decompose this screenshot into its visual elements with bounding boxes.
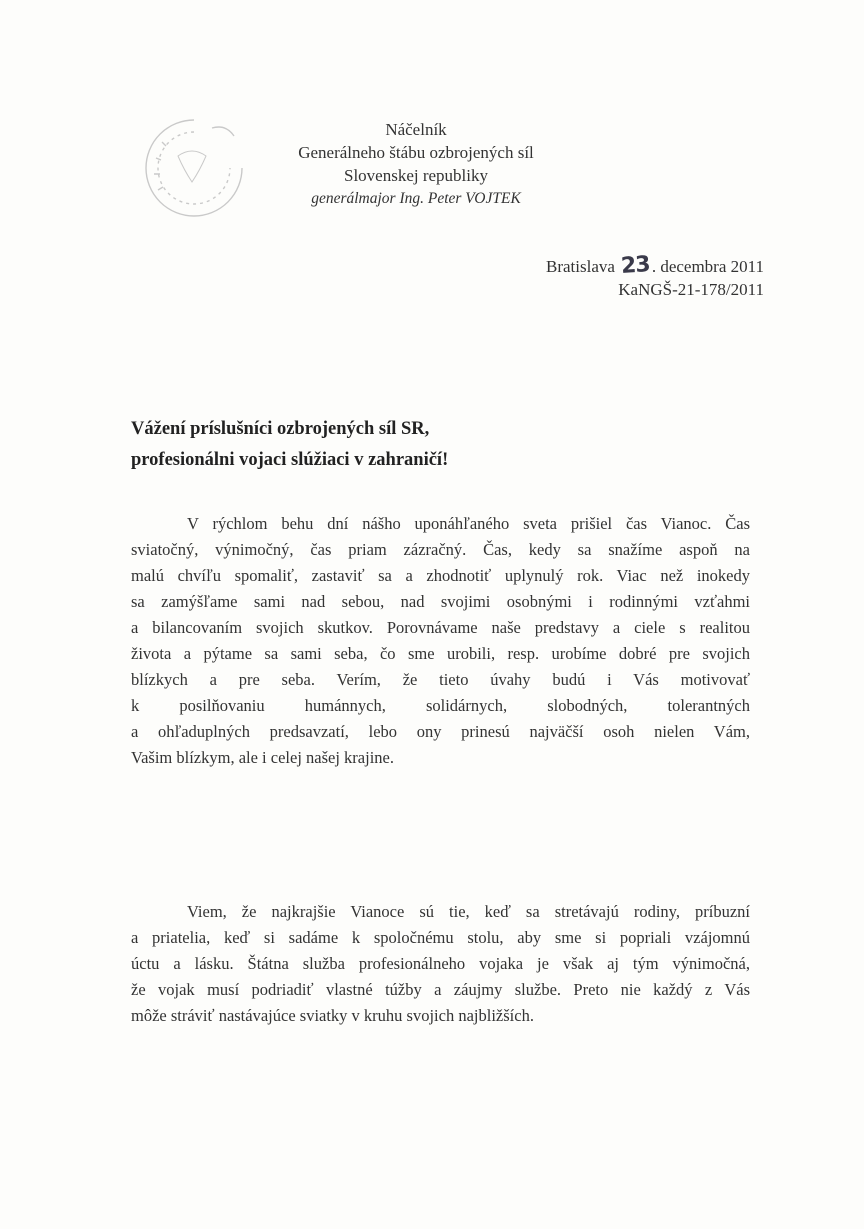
letterhead (250, 118, 582, 210)
paragraph-line: môže stráviť nastávajúce sviatky v kruhu svojich najbližších. (131, 1006, 534, 1025)
paragraph-line: sa zamýšľame sami nad sebou, nad svojimi osobnými i rodinnými vzťahmi (131, 592, 750, 611)
paragraph-line: k posilňovaniu humánnych, solidárnych, slobodných, tolerantných (131, 696, 750, 715)
date-line (546, 254, 764, 278)
paragraph-line: V rýchlom behu dní nášho uponáhľaného sveta prišiel čas Vianoc. Čas (187, 514, 750, 533)
letterhead-signatory: generálmajor Ing. Peter VOJTEK (311, 190, 521, 207)
paragraph-line: sviatočný, výnimočný, čas priam zázračný. Čas, kedy sa snažíme aspoň na (131, 540, 750, 559)
paragraph-2 (131, 899, 750, 1029)
date-reference-block (546, 254, 764, 301)
letterhead-title: Náčelník (385, 120, 447, 139)
official-seal-stamp (134, 112, 252, 222)
paragraph-line: a ohľaduplných predsavzatí, lebo ony prinesú najväčší osoh nielen Vám, (131, 722, 750, 741)
paragraph-line: úctu a lásku. Štátna služba profesionálneho vojaka je však aj tým výnimočná, (131, 954, 750, 973)
paragraph-1 (131, 511, 750, 771)
letterhead-line-3: Slovenskej republiky (343, 166, 488, 185)
paragraph-line: a priatelia, keď si sadáme k spoločnému stolu, aby sme si popriali vzájomnú (131, 928, 750, 947)
paragraph-line: malú chvíľu spomaliť, zastaviť sa a zhodnotiť uplynulý rok. Viac než inokedy (131, 566, 750, 585)
date-city: Bratislava (546, 257, 615, 276)
salutation-line-2: profesionálni vojaci slúžiaci v zahraničí! (131, 450, 449, 470)
date-month-year: . decembra 2011 (651, 257, 764, 276)
paragraph-line: Viem, že najkrajšie Vianoce sú tie, keď sa stretávajú rodiny, príbuzní (187, 902, 750, 921)
paragraph-line: blízkych a pre seba. Verím, že tieto úvahy budú i Vás motivovať (131, 670, 750, 689)
salutation (131, 414, 448, 476)
salutation-line-1: Vážení príslušníci ozbrojených síl SR, (131, 419, 430, 439)
paragraph-line: života a pýtame sa sami seba, čo sme urobili, resp. urobíme dobré pre svojich (131, 644, 750, 663)
letterhead-line-2: Generálneho štábu ozbrojených síl (298, 143, 534, 162)
paragraph-line: Vašim blízkym, ale i celej našej krajine. (131, 748, 394, 767)
paragraph-line: a bilancovaním svojich skutkov. Porovnávame naše predstavy a ciele s realitou (131, 618, 750, 637)
reference-number: KaNGŠ-21-178/2011 (618, 280, 764, 299)
date-day-handwritten: 23 (620, 252, 651, 279)
paragraph-line: že vojak musí podriadiť vlastné túžby a záujmy službe. Preto nie každý z Vás (131, 980, 750, 999)
